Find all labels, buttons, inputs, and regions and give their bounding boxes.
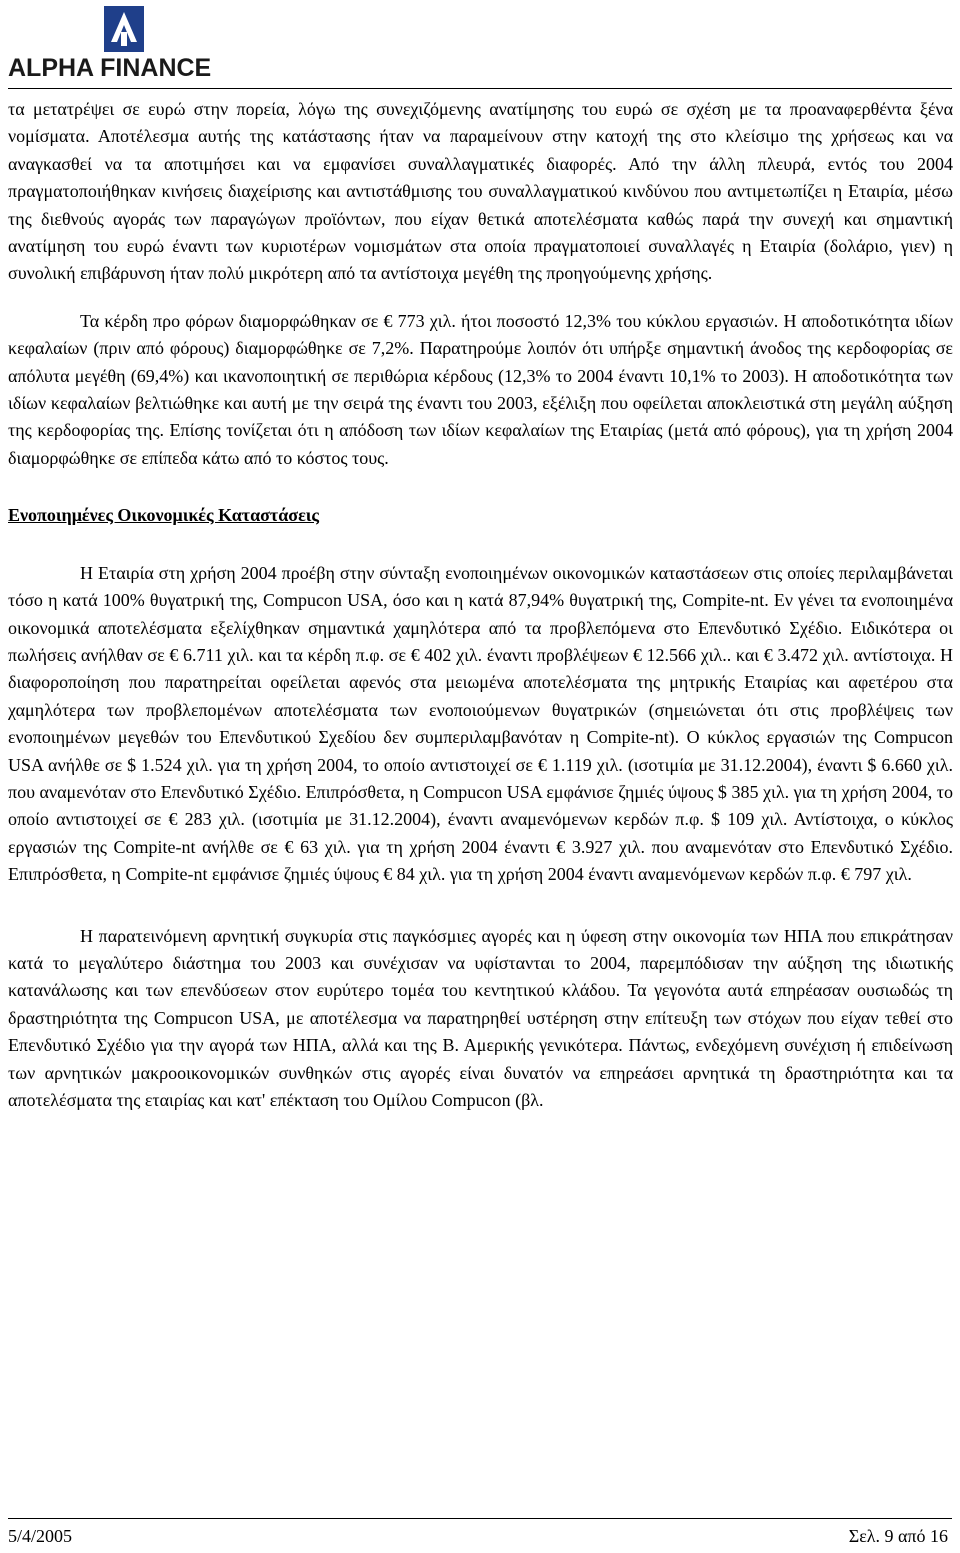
alpha-logo-icon bbox=[104, 6, 144, 52]
document-body bbox=[8, 96, 953, 1114]
paragraph-2: Τα κέρδη προ φόρων διαμορφώθηκαν σε € 773 χιλ. ήτοι ποσοστό 12,3% του κύκλου εργασιών. Η αποδοτικότητα ιδίων κεφαλαίων (πριν από φόρους) διαμορφώθηκε σε 7,2%. Παρατηρούμε λοιπόν ότι υπήρξε σημαντική άνοδος της κερδοφορίας σε απόλυτα μεγέθη (69,4%) και ικανοποιητική σε περιθώρια κέρδους (12,3% το 2004 έναντι 10,1% το 2003). Η αποδοτικότητα των ιδίων κεφαλαίων βελτιώθηκε και αυτή με την σειρά της έναντι του 2003, εξέλιξη που οφείλεται αποκλειστικά στη μεγάλη αύξηση της κερδοφορίας της. Επίσης τονίζεται ότι η απόδοση των ιδίων κεφαλαίων της Εταιρίας (μετά από φόρους), για τη χρήση 2004 διαμορφώθηκε σε επίπεδα κάτω από το κόστος τους. bbox=[8, 310, 953, 468]
header-divider bbox=[8, 88, 952, 89]
paragraph-1: τα μετατρέψει σε ευρώ στην πορεία, λόγω της συνεχιζόμενης ανατίμησης του ευρώ σε σχέση με τα προαναφερθέντα ξένα νομίσματα. Αποτέλεσμα αυτής της κατάστασης ήταν να παραμείνουν στην κατοχή της στο κλείσιμο της χρήσεως και να αναγκασθεί να τα αποτιμήσει και να εμφανίσει συναλλαγματικές διαφορές. Από την άλλη πλευρά, εντός του 2004 πραγματοποιήθηκαν κινήσεις διαχείρισης και αντιστάθμισης του συναλλαγματικού κινδύνου που αντιμετωπίζει η Εταιρία, μέσω της διεθνούς αγοράς των παραγώγων προϊόντων, που είχαν θετικά αποτελέσματα καθώς παρά την συνεχή και σημαντική ανατίμηση του ευρώ έναντι των κυριοτέρων νομισμάτων στα οποία πραγματοποιεί συναλλαγές η Εταιρία (δολάριο, γιεν) η συνολική επιβάρυνση ήταν πολύ μικρότερη από τα αντίστοιχα μεγέθη της προηγούμενης χρήσης. bbox=[8, 99, 953, 284]
page-header bbox=[8, 4, 248, 86]
paragraph-3: Η Εταιρία στη χρήση 2004 προέβη στην σύνταξη ενοποιημένων οικονομικών καταστάσεων στις οποίες περιλαμβάνεται τόσο η κατά 100% θυγατρική της, Compucon USA, όσο και η κατά 87,94% θυγατρική της, Compite-nt. Εν γένει τα ενοποιημένα οικονομικά αποτελέσματα εξελίχθηκαν σημαντικά χαμηλότερα από τα προβλεπόμενα στο Επενδυτικό Σχέδιο. Ειδικότερα οι πωλήσεις ανήλθαν σε € 6.711 χιλ. και τα κέρδη π.φ. σε € 402 χιλ. έναντι προβλέψεων € 12.566 χιλ.. και € 3.472 χιλ. αντίστοιχα. Η διαφοροποίηση που παρατηρείται οφείλεται αφενός στα μειωμένα αποτελέσματα της μητρικής Εταιρίας και αφετέρου στα χαμηλότερα των προβλεπομένων αποτελέσματα των ενοποιούμενων θυγατρικών (σημειώνεται ότι στις προβλέψεις των ενοποιημένων μεγεθών του Επενδυτικού Σχεδίου δεν συμπεριλαμβανόταν η Compite-nt). Ο κύκλος εργασιών της Compucon USA ανήλθε σε $ 1.524 χιλ. για τη χρήση 2004, το οποίο αντιστοιχεί σε € 1.119 χιλ. (ισοτιμία με 31.12.2004), έναντι $ 6.660 χιλ. που αναμενόταν στο Επενδυτικό Σχέδιο. Επιπρόσθετα, η Compucon USA εμφάνισε ζημιές ύψους $ 385 χιλ. για τη χρήση 2004, το οποίο αντιστοιχεί σε € 283 χιλ. (ισοτιμία με 31.12.2004), έναντι αναμενόμενων κερδών π.φ. $ 109 χιλ. Αντίστοιχα, ο κύκλος εργασιών της Compite-nt ανήλθε σε € 63 χιλ. για τη χρήση 2004 έναντι € 3.927 χιλ. που αναμενόταν στο Επενδυτικό Σχέδιο. Επιπρόσθετα, η Compite-nt εμφάνισε ζημιές ύψους € 84 χιλ. για τη χρήση 2004 έναντι αναμενόμενων κερδών π.φ. € 797 χιλ. bbox=[8, 562, 953, 885]
footer-date: 5/4/2005 bbox=[8, 1526, 73, 1546]
logo-text: ALPHA FINANCE bbox=[8, 54, 212, 82]
paragraph-4: Η παρατεινόμενη αρνητική συγκυρία στις παγκόσμιες αγορές και η ύφεση στην οικονομία των ΗΠΑ που επικράτησαν κατά το μεγαλύτερο διάστημα του 2003 και συνέχισαν να υφίστανται το 2004, παρεμπόδισαν την αύξηση της ιδιωτικής κατανάλωσης και των επενδύσεων στον ευρύτερο τομέα του κεντητικού κλάδου. Τα γεγονότα αυτά επηρέασαν ουσιωδώς τη δραστηριότητα της Compucon USA, με αποτέλεσμα να παρατηρηθεί υστέρηση στην επίτευξη των στόχων που είχαν τεθεί στο Επενδυτικό Σχέδιο για την αγορά των ΗΠΑ, αλλά και της Β. Αμερικής γενικότερα. Πάντως, ενδεχόμενη συνέχιση ή επιδείνωση των αρνητικών μακροοικονομικών συνθηκών στις αγορές είναι δυνατόν να επηρεάσει αρνητικά τη δραστηριότητα και τα αποτελέσματα της εταιρίας και κατ' επέκταση του Ομίλου Compucon (βλ. bbox=[8, 925, 953, 1110]
page-number: Σελ. 9 από 16 bbox=[848, 1526, 948, 1546]
page-footer bbox=[8, 1526, 948, 1547]
footer-divider bbox=[8, 1518, 952, 1519]
section-title: Ενοποιημένες Οικονομικές Καταστάσεις bbox=[8, 505, 319, 526]
